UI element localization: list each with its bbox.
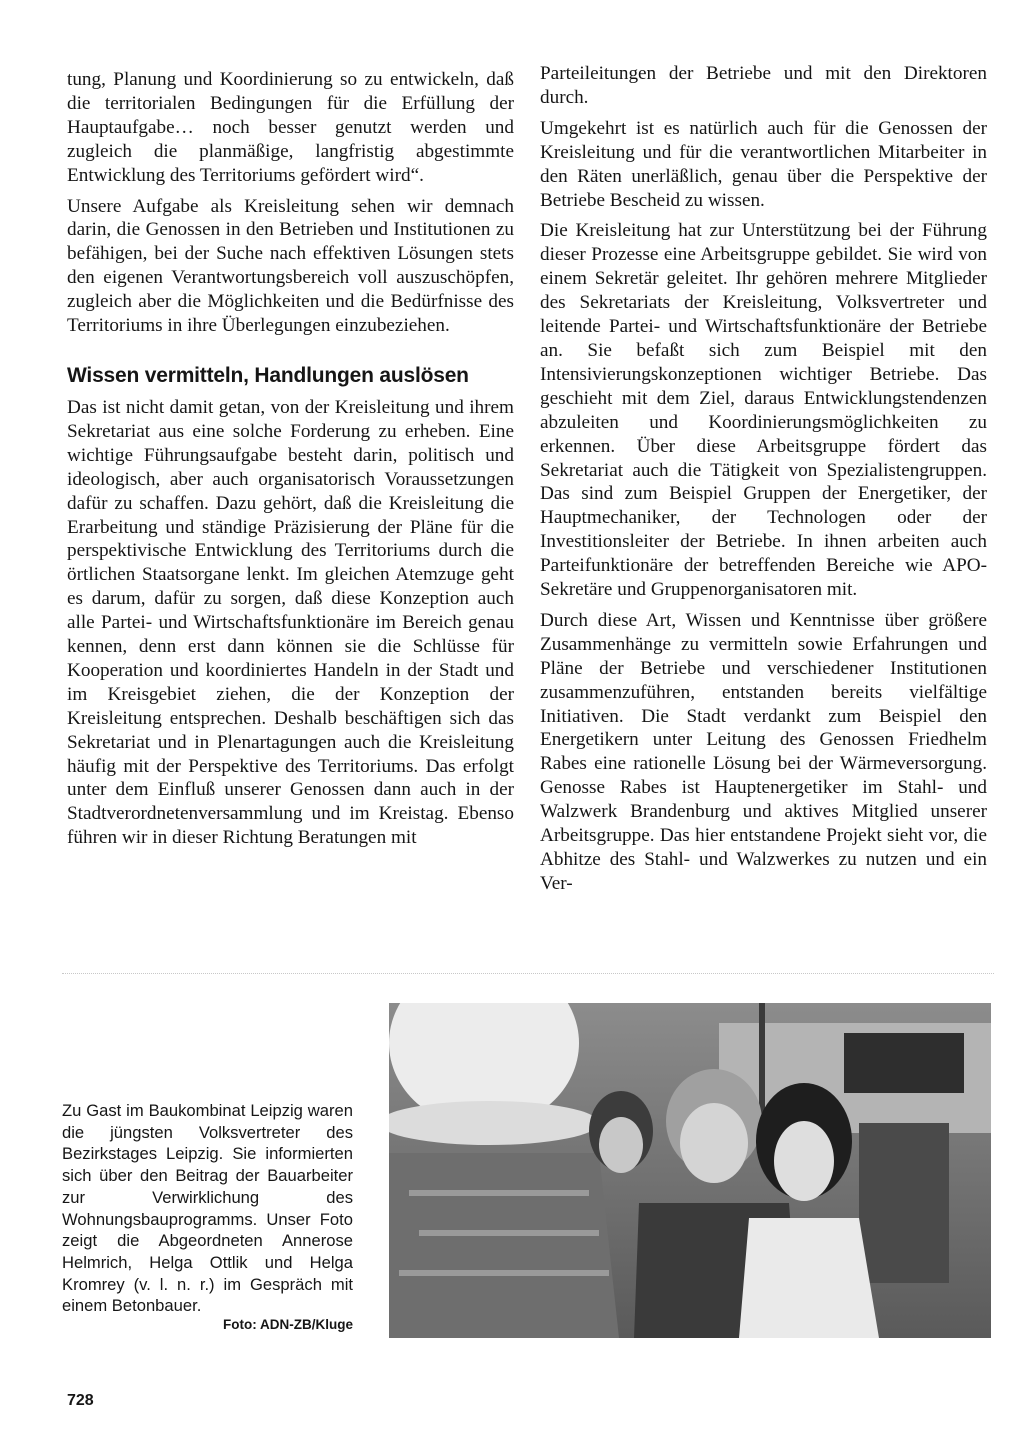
photo-caption: Zu Gast im Baukombinat Leipzig waren die jüngsten Volksvertreter des Bezirkstages Leipzig. Sie informierten sich über den Beitrag der Bauarbeiter zur Verwirklichung des Wohnungsbauprogramms. Unser Foto zeigt die Abgeordneten Annerose Helmrich, Helga Ottlik und Helga Kromrey (v. l. n. r.) im Gespräch mit einem Betonbauer. <box>62 1101 353 1316</box>
woman-2-blouse <box>739 1218 879 1338</box>
right-paragraph-3: Die Kreisleitung hat zur Unterstützung bei der Führung dieser Prozesse eine Arbeitsgruppe gebildet. Sie wird von einem Sekretär geleitet. Ihr gehören mehrere Mitglieder des Sekretariats der Kreisleitung, Volksvertreter und leitende Partei- und Wirtschaftsfunktionäre der Betriebe an. Sie befaßt sich zum Beispiel mit den Intensivierungskonzeptionen wichtiger Betriebe. Das geschieht mit dem Ziel, daraus Entwicklungstendenzen abzuleiten und Koordinierungsmöglichkeiten zu erkennen. Über diese Arbeitsgruppe fördert das Sekretariat auch die Tätigkeit von Spezialistengruppen. Das sind zum Beispiel Gruppen der Energetiker, der Hauptmechaniker, der Technologen oder der Investitionsleiter der Betriebe. In ihnen arbeiten auch Parteifunktionäre der betreffenden Bereiche wie APO-Sekretäre und Gruppenorganisatoren mit. <box>540 220 987 601</box>
photo-illustration <box>389 1003 991 1338</box>
girl-face <box>599 1117 643 1173</box>
left-column <box>67 68 514 857</box>
hard-hat-brim <box>389 1101 599 1145</box>
left-paragraph-3: Das ist nicht damit getan, von der Kreisleitung und ihrem Sekretariat aus eine solche Forderung zu erheben. Eine wichtige Führungsaufgabe besteht darin, politisch und ideologisch, aber auch organisatorisch Voraussetzungen dafür zu schaffen. Dazu gehört, daß die Kreisleitung die Erarbeitung und ständige Präzisierung der Pläne für die perspektivische Entwicklung des Territoriums durch die örtlichen Staatsorgane lenkt. Im gleichen Atemzuge geht es darum, dafür zu sorgen, daß diese Konzeption auch alle Partei- und Wirtschaftsfunktionäre im Bereich genau kennen, denn erst dann können sie die Schlüsse für Kooperation und koordiniertes Handeln in der Stadt und im Kreisgebiet ziehen, die der Konzeption der Kreisleitung entsprechen. Deshalb beschäftigen sich das Sekretariat und in Plenartagungen auch die Kreisleitung häufig mit der Perspektive des Territoriums. Das erfolgt unter dem Einfluß unserer Genossen dann auch in der Stadtverordnetenversammlung und im Kreistag. Ebenso führen wir in dieser Richtung Beratungen mit <box>67 396 514 849</box>
page-number: 728 <box>67 1392 94 1409</box>
right-paragraph-4: Durch diese Art, Wissen und Kenntnisse über größere Zusammenhänge zu vermitteln sowie Erfahrungen und Pläne der Betriebe und verschiedener Institutionen zusammenzuführen, entstanden bereits vielfältige Initiativen. Die Stadt verdankt zum Beispiel den Energetikern unter Leitung des Genossen Friedhelm Rabes eine rationelle Lösung bei der Wärmeversorgung. Genosse Rabes ist Hauptenergetiker im Stahl- und Walzwerk Brandenburg und aktives Mitglied unserer Arbeitsgruppe. Das hier entstandene Projekt sieht vor, die Abhitze des Stahl- und Walzwerkes zu nutzen und ein Ver- <box>540 609 987 894</box>
left-paragraph-2: Unsere Aufgabe als Kreisleitung sehen wir demnach darin, die Genossen in den Betrieben und Institutionen zu befähigen, bei der Suche nach effektiven Lösungen stets den eigenen Verantwortungsbereich voll auszuschöpfen, zugleich aber die Möglichkeiten und die Bedürfnisse des Territoriums in ihre Überlegungen einzubeziehen. <box>67 195 514 337</box>
woman-2-face <box>774 1121 834 1201</box>
news-photo <box>389 1003 991 1338</box>
right-column <box>540 62 987 903</box>
section-divider <box>62 973 994 974</box>
right-paragraph-2: Umgekehrt ist es natürlich auch für die Genossen der Kreisleitung und für die verantwortlichen Mitarbeiter in den Räten unerläßlich, genau über die Perspektive der Betriebe Bescheid zu wissen. <box>540 117 987 211</box>
section-heading: Wissen vermitteln, Handlungen auslösen <box>67 363 469 387</box>
background-figure <box>859 1123 949 1283</box>
woman-1-face <box>680 1103 748 1183</box>
photo-credit: Foto: ADN-ZB/Kluge <box>223 1317 353 1332</box>
right-paragraph-1: Parteileitungen der Betriebe und mit den Direktoren durch. <box>540 63 987 108</box>
worker-body <box>389 1153 619 1338</box>
machinery-block <box>844 1033 964 1093</box>
left-paragraph-1: tung, Planung und Koordinierung so zu entwickeln, daß die territorialen Bedingungen für die Erfüllung der Hauptaufgabe… noch besser genutzt werden und zugleich die planmäßige, langfristig abgestimmte Entwicklung des Territoriums gefördert wird“. <box>67 69 514 186</box>
